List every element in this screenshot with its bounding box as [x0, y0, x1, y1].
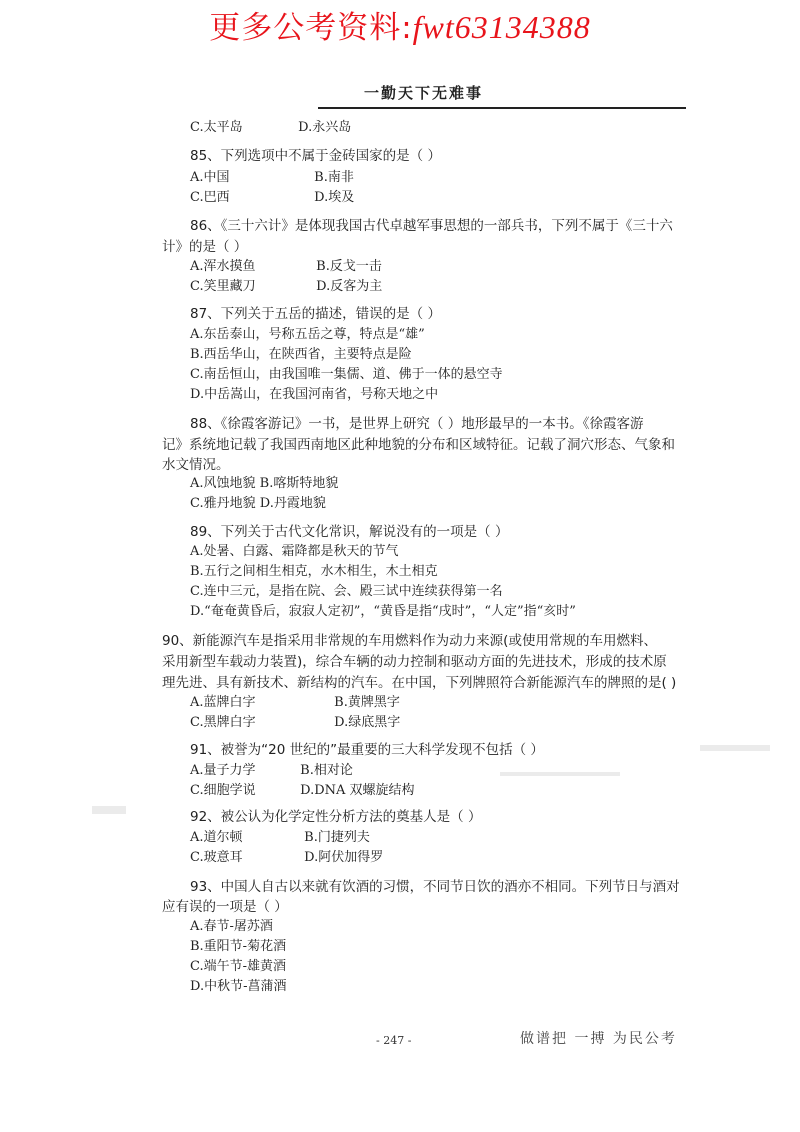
option-d: D.埃及	[314, 190, 355, 205]
option-a: A.蓝牌白字	[190, 695, 256, 710]
scan-smudge	[92, 806, 126, 814]
question-90-options	[190, 693, 400, 733]
option-c: C.细胞学说	[190, 783, 256, 798]
question-88-stem-2: 记》系统地记载了我国西南地区此种地貌的分布和区域特征。记载了洞穴形态、气象和	[162, 437, 675, 453]
option-a: A.东岳泰山，号称五岳之尊，特点是“雄”	[190, 327, 425, 342]
option-b: B.黄牌黑字	[334, 695, 400, 710]
option-c: C.太平岛	[190, 120, 243, 135]
banner-contact: fwt63134388	[412, 9, 591, 45]
option-a: A.量子力学	[190, 763, 256, 778]
page-number: - 247 -	[376, 1034, 412, 1047]
question-92-options	[190, 828, 383, 868]
question-89-options	[190, 542, 576, 622]
question-90-stem-3: 理先进、具有新技术、新结构的汽车。在中国，下列牌照符合新能源汽车的牌照的是( )	[162, 675, 677, 691]
banner-text: 更多公考资料:	[209, 10, 413, 46]
question-93-options	[190, 917, 287, 997]
question-92-stem: 92、被公认为化学定性分析方法的奠基人是（ ）	[190, 809, 482, 825]
promo-banner	[0, 2, 800, 47]
question-87-stem: 87、下列关于五岳的描述，错误的是（ ）	[190, 306, 441, 322]
footer-slogan: 做谱把 一搏 为民公考	[520, 1031, 677, 1047]
page-motto: 一勤天下无难事	[364, 84, 484, 102]
header-rule	[318, 107, 686, 109]
question-90-stem-1: 90、新能源汽车是指采用非常规的车用燃料作为动力来源(或使用常规的车用燃料、	[162, 633, 657, 649]
option-d: D.绿底黑字	[334, 715, 401, 730]
option-d: D.永兴岛	[298, 120, 352, 135]
question-86-stem-2: 计》的是（ ）	[162, 239, 248, 255]
question-87-options	[190, 325, 503, 405]
option-c: C.笑里藏刀	[190, 279, 256, 294]
question-86-options	[190, 257, 382, 297]
question-85-stem: 85、下列选项中不属于金砖国家的是（ ）	[190, 148, 441, 164]
scan-smudge	[500, 772, 620, 776]
question-93-stem-2: 应有误的一项是（ ）	[162, 899, 288, 915]
question-90-stem-2: 采用新型车载动力装置)，综合车辆的动力控制和驱动方面的先进技术，形成的技术原	[162, 654, 667, 670]
option-a: A.浑水摸鱼	[190, 259, 256, 274]
option-b: B.相对论	[300, 763, 353, 778]
option-c: C.巴西	[190, 190, 230, 205]
option-d: D.“奄奄黄昏后，寂寂人定初”，“黄昏是指“戌时”，“人定”指“亥时”	[190, 604, 576, 619]
question-93-stem-1: 93、中国人自古以来就有饮酒的习惯，不同节日饮的酒亦不相同。下列节日与酒对	[190, 879, 680, 895]
option-c: C.连中三元，是指在院、会、殿三试中连续获得第一名	[190, 584, 503, 599]
option-a: A.中国	[190, 170, 230, 185]
option-d: D.阿伏加得罗	[304, 850, 384, 865]
option-b: B.门捷列夫	[304, 830, 370, 845]
option-c-d: C.雅丹地貌 D.丹霞地貌	[190, 496, 326, 511]
option-a: A.处暑、白露、霜降都是秋天的节气	[190, 544, 399, 559]
option-a-b: A.风蚀地貌 B.喀斯特地貌	[190, 476, 339, 491]
option-b: B.重阳节-菊花酒	[190, 939, 287, 954]
option-b: B.五行之间相生相克，水木相生，木土相克	[190, 564, 438, 579]
option-d: D.中秋节-菖蒲酒	[190, 979, 287, 994]
option-a: A.春节-屠苏酒	[190, 919, 273, 934]
option-c: C.玻意耳	[190, 850, 243, 865]
option-b: B.南非	[314, 170, 354, 185]
question-88-stem-1: 88、《徐霞客游记》一书，是世界上研究（ ）地形最早的一本书。《徐霞客游	[190, 416, 644, 432]
question-88-stem-3: 水文情况。	[162, 457, 230, 473]
question-89-stem: 89、下列关于古代文化常识，解说没有的一项是（ ）	[190, 524, 509, 540]
option-b: B.反戈一击	[316, 259, 382, 274]
question-85-options	[190, 168, 354, 208]
question-88-options	[190, 474, 338, 514]
question-91-stem: 91、被誉为“20 世纪的”最重要的三大科学发现不包括（ ）	[190, 742, 544, 758]
option-b: B.西岳华山，在陕西省，主要特点是险	[190, 347, 412, 362]
option-c: C.黑牌白字	[190, 715, 256, 730]
option-d: D.反客为主	[316, 279, 383, 294]
scan-smudge	[700, 745, 770, 751]
prev-question-options	[190, 118, 351, 138]
option-c: C.端午节-雄黄酒	[190, 959, 287, 974]
option-d: D.中岳嵩山，在我国河南省，号称天地之中	[190, 387, 439, 402]
option-d: D.DNA 双螺旋结构	[300, 783, 415, 798]
question-91-options	[190, 761, 415, 801]
question-86-stem-1: 86、《三十六计》是体现我国古代卓越军事思想的一部兵书，下列不属于《三十六	[190, 218, 673, 234]
option-c: C.南岳恒山，由我国唯一集儒、道、佛于一体的悬空寺	[190, 367, 503, 382]
option-a: A.道尔顿	[190, 830, 243, 845]
